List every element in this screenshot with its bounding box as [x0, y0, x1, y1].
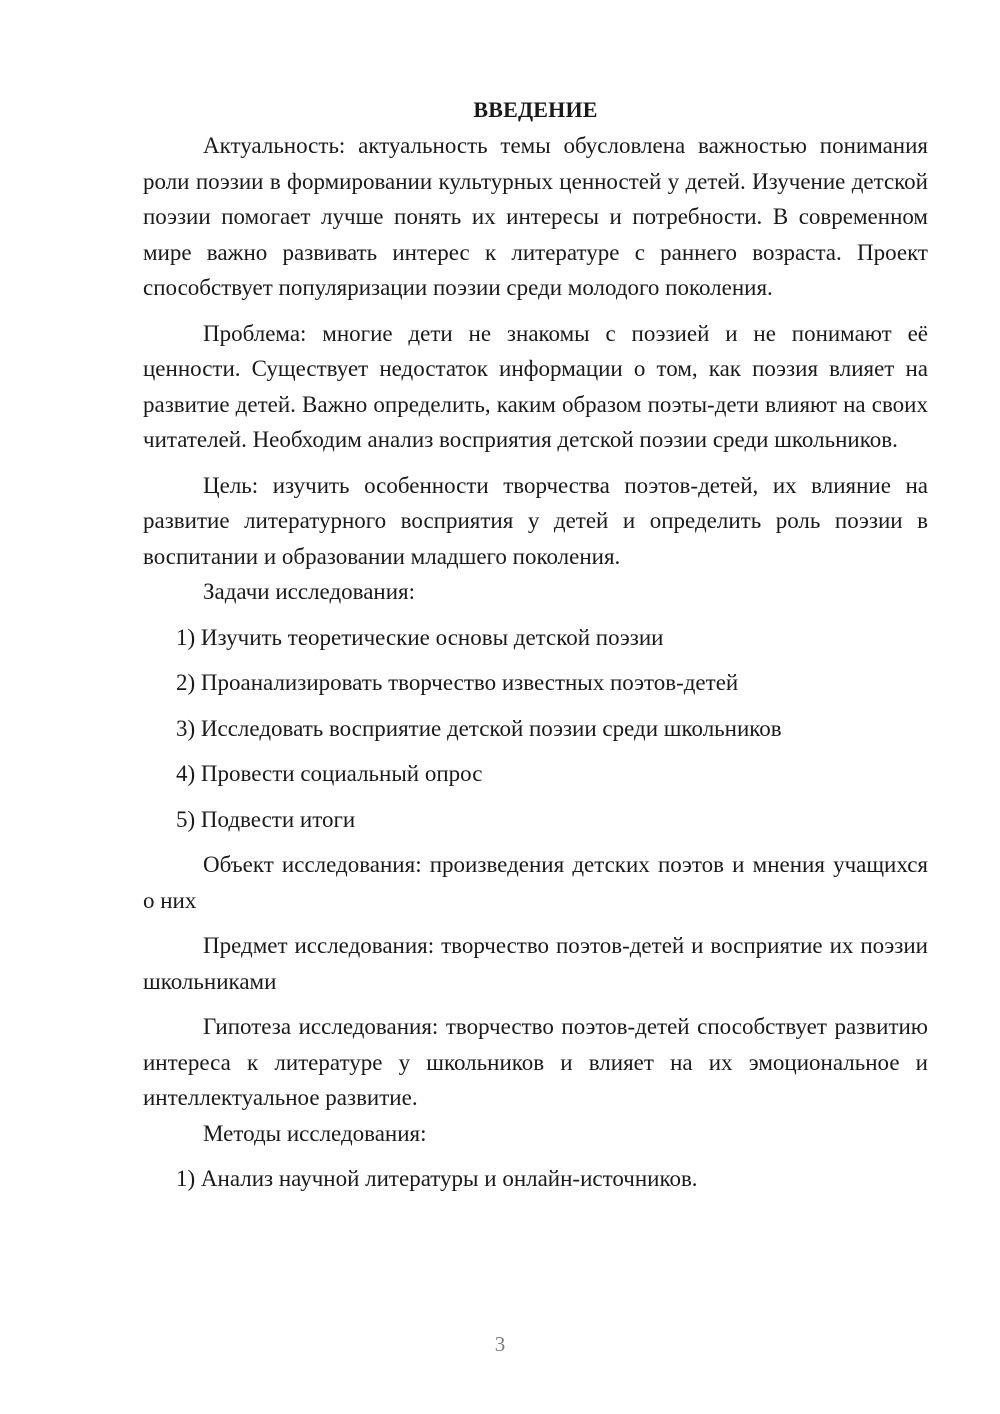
paragraph-goal: Цель: изучить особенности творчества поэтов-детей, их влияние на развитие литературного восприятия у детей и определить роль поэзии в воспитании и образовании младшего поколения. [143, 472, 928, 569]
methods-title: Методы исследования: [203, 1120, 427, 1146]
task-item-4: 4) Провести социальный опрос [176, 761, 483, 786]
task-item-3: 3) Исследовать восприятие детской поэзии среди школьников [176, 715, 782, 741]
paragraph-subject: Предмет исследования: творчество поэтов-детей и восприятие их поэзии школьниками [143, 933, 928, 994]
section-heading: ВВЕДЕНИЕ [473, 97, 598, 122]
task-item-2: 2) Проанализировать творчество известных поэтов-детей [176, 670, 739, 695]
task-item-5: 5) Подвести итоги [176, 806, 356, 832]
paragraph-object: Объект исследования: произведения детских поэтов и мнения учащихся о них [143, 852, 928, 913]
document-body [143, 92, 928, 1197]
task-item-1: 1) Изучить теоретические основы детской поэзии [176, 624, 664, 650]
methods-list [143, 1161, 928, 1197]
paragraph-problem: Проблема: многие дети не знакомы с поэзией и не понимают её ценности. Существует недостаток информации о том, как поэзия влияет на развитие детей. Важно определить, каким образом поэты-дети влияют на своих читателей. Необходим анализ восприятия детской поэзии среди школьников. [143, 320, 928, 452]
page-number: 3 [494, 1332, 506, 1356]
tasks-title: Задачи исследования: [203, 579, 416, 604]
method-item-1: 1) Анализ научной литературы и онлайн-источников. [176, 1166, 698, 1191]
tasks-list [143, 620, 928, 838]
paragraph-hypothesis: Гипотеза исследования: творчество поэтов-детей способствует развитию интереса к литературе у школьников и влияет на их эмоциональное и интеллектуальное развитие. [143, 1014, 928, 1110]
paragraph-relevance: Актуальность: актуальность темы обусловлена важностью понимания роли поэзии в формировании культурных ценностей у детей. Изучение детской поэзии помогает лучше понять их интересы и потребности. В современном мире важно развивать интерес к литературе с раннего возраста. Проект способствует популяризации поэзии среди молодого поколения. [143, 133, 928, 300]
